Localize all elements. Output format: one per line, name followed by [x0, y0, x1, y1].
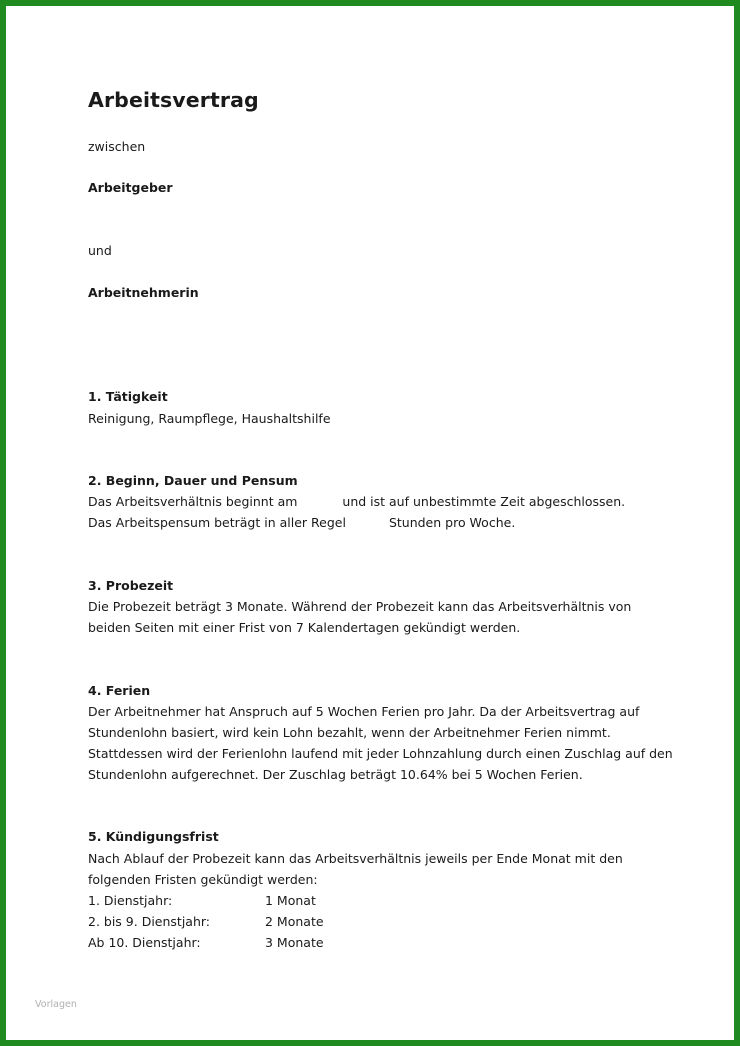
notice-row-label: 1. Dienstjahr: [88, 893, 173, 908]
section-line: Die Probezeit beträgt 3 Monate. Während der Probezeit kann das Arbeitsverhältnis von [88, 599, 632, 614]
footer-watermark: Vorlagen [35, 999, 77, 1010]
notice-row-value: 1 Monat [265, 893, 316, 908]
section-heading-activity: 1. Tätigkeit [88, 389, 168, 404]
employer-label: Arbeitgeber [88, 180, 173, 195]
section-line: Nach Ablauf der Probezeit kann das Arbeitsverhältnis jeweils per Ende Monat mit den [88, 851, 623, 866]
between-text: zwischen [88, 139, 146, 154]
section-line: folgenden Fristen gekündigt werden: [88, 872, 318, 887]
section-line: Stattdessen wird der Ferienlohn laufend mit jeder Lohnzahlung durch einen Zuschlag auf den [88, 746, 673, 761]
notice-row [88, 932, 324, 953]
start-date-line [88, 491, 625, 512]
section-heading-start: 2. Beginn, Dauer und Pensum [88, 473, 298, 488]
employee-label: Arbeitnehmerin [88, 285, 199, 300]
workload-text-b: Stunden pro Woche. [388, 515, 516, 530]
notice-row-label: Ab 10. Dienstjahr: [88, 935, 201, 950]
section-line: Reinigung, Raumpflege, Haushaltshilfe [88, 411, 331, 426]
section-line: Stundenlohn basiert, wird kein Lohn bezahlt, wenn der Arbeitnehmer Ferien nimmt. [88, 725, 611, 740]
workload-text-a: Das Arbeitspensum beträgt in aller Regel [88, 515, 346, 530]
section-heading-probation: 3. Probezeit [88, 578, 174, 593]
section-heading-notice: 5. Kündigungsfrist [88, 829, 219, 844]
notice-row [88, 890, 316, 911]
section-line: Der Arbeitnehmer hat Anspruch auf 5 Wochen Ferien pro Jahr. Da der Arbeitsvertrag auf [88, 704, 640, 719]
document-title: Arbeitsvertrag [88, 88, 259, 112]
start-date-text-a: Das Arbeitsverhältnis beginnt am [88, 494, 298, 509]
section-line: Stundenlohn aufgerechnet. Der Zuschlag beträgt 10.64% bei 5 Wochen Ferien. [88, 767, 583, 782]
section-heading-vacation: 4. Ferien [88, 683, 151, 698]
notice-row-value: 2 Monate [265, 914, 324, 929]
start-date-text-b: und ist auf unbestimmte Zeit abgeschlossen. [342, 494, 626, 509]
notice-row [88, 911, 324, 932]
workload-line [88, 512, 515, 533]
and-text: und [88, 243, 112, 258]
section-line: beiden Seiten mit einer Frist von 7 Kalendertagen gekündigt werden. [88, 620, 521, 635]
notice-row-label: 2. bis 9. Dienstjahr: [88, 914, 211, 929]
notice-row-value: 3 Monate [265, 935, 324, 950]
